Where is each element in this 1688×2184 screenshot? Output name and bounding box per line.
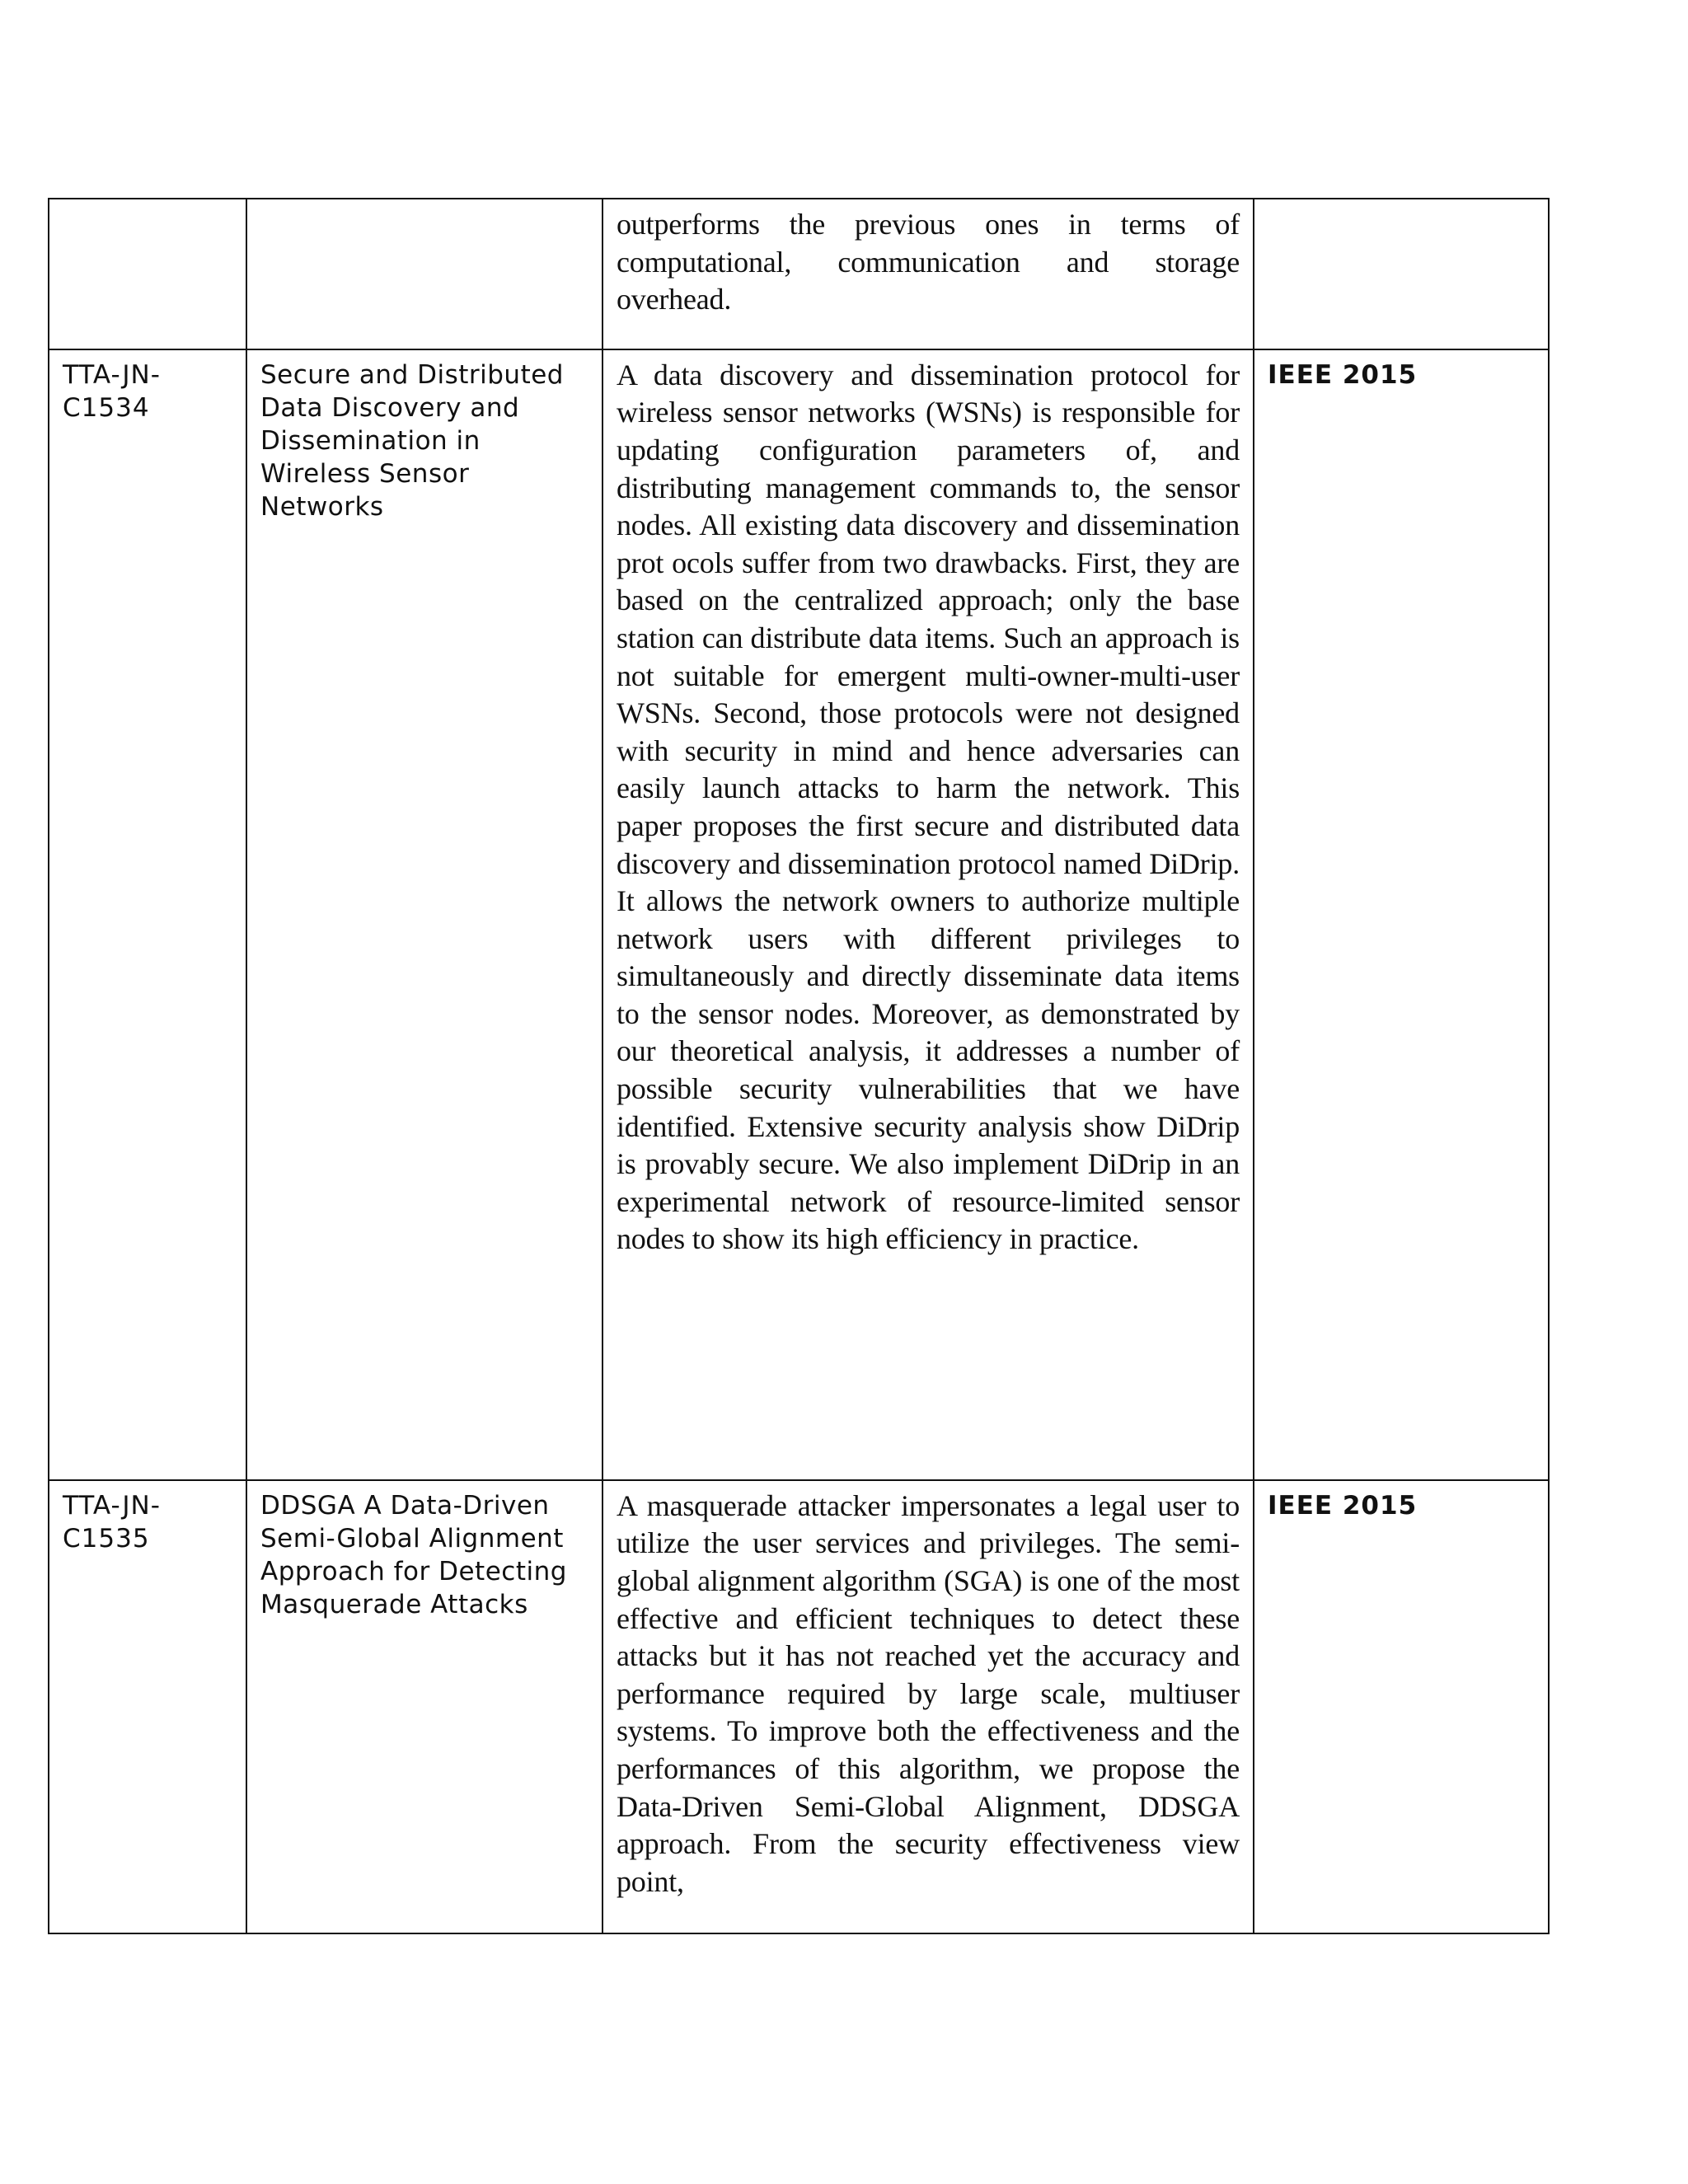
project-year: [1254, 199, 1548, 208]
project-title: Secure and Distributed Data Discovery and Dissemination in Wireless Sensor Networks: [260, 359, 564, 522]
table-row: [49, 199, 1549, 349]
project-title: DDSGA A Data-Driven Semi-Global Alignment Approach for Detecting Masquerade Attacks: [260, 1490, 567, 1619]
project-title: [247, 199, 602, 208]
project-abstract: A masquerade attacker impersonates a legal user to utilize the user services and privileges. The semi-global alignment algorithm (SGA) is one of the most effective and efficient techniques to detect these attacks but it has not reached yet the accuracy and performance required by large scale, multiuser systems. To improve both the effectiveness and the performances of this algorithm, we propose the Data-Driven Semi-Global Alignment, DDSGA approach. From the security effectiveness view point,: [617, 1488, 1240, 1898]
project-title-cell: [246, 349, 603, 1480]
project-code-cell: [49, 199, 246, 349]
project-code: [49, 199, 246, 208]
project-code-cell: [49, 349, 246, 1480]
project-year: IEEE 2015: [1268, 359, 1418, 390]
project-year-cell: [1254, 1480, 1549, 1933]
project-list-table: [48, 198, 1550, 1934]
project-abstract: outperforms the previous ones in terms of computational, communication and storage overhead.: [617, 208, 1240, 316]
project-year-cell: [1254, 199, 1549, 349]
project-abstract-cell: [603, 349, 1254, 1480]
project-title-cell: [246, 1480, 603, 1933]
project-code: TTA-JN-C1534: [63, 359, 161, 423]
project-abstract: A data discovery and dissemination protocol for wireless sensor networks (WSNs) is responsible for updating configuration parameters of, and distributing management commands to, the sensor nodes. All existing data discovery and dissemination prot ocols suffer from two drawbacks. First, they are based on the centralized approach; only the base station can distribute data items. Such an approach is not suitable for emergent multi-owner-multi-user WSNs. Second, those protocols were not designed with security in mind and hence adversaries can easily launch attacks to harm the network. This paper proposes the first secure and distributed data discovery and dissemination protocol named DiDrip. It allows the network owners to authorize multiple network users with different privileges to simultaneously and directly disseminate data items to the sensor nodes. Moreover, as demonstrated by our theoretical analysis, it addresses a number of possible security vulnerabilities that we have identified. Extensive security analysis show DiDrip is provably secure. We also implement DiDrip in an experimental network of resource-limited sensor nodes to show its high efficiency in practice.: [617, 358, 1240, 1256]
project-title-cell: [246, 199, 603, 349]
project-code: TTA-JN-C1535: [63, 1490, 161, 1554]
project-abstract-cell: [603, 199, 1254, 349]
table-row: [49, 349, 1549, 1480]
table-row: [49, 1480, 1549, 1933]
project-abstract-cell: [603, 1480, 1254, 1933]
project-year: IEEE 2015: [1268, 1490, 1418, 1521]
project-code-cell: [49, 1480, 246, 1933]
project-year-cell: [1254, 349, 1549, 1480]
